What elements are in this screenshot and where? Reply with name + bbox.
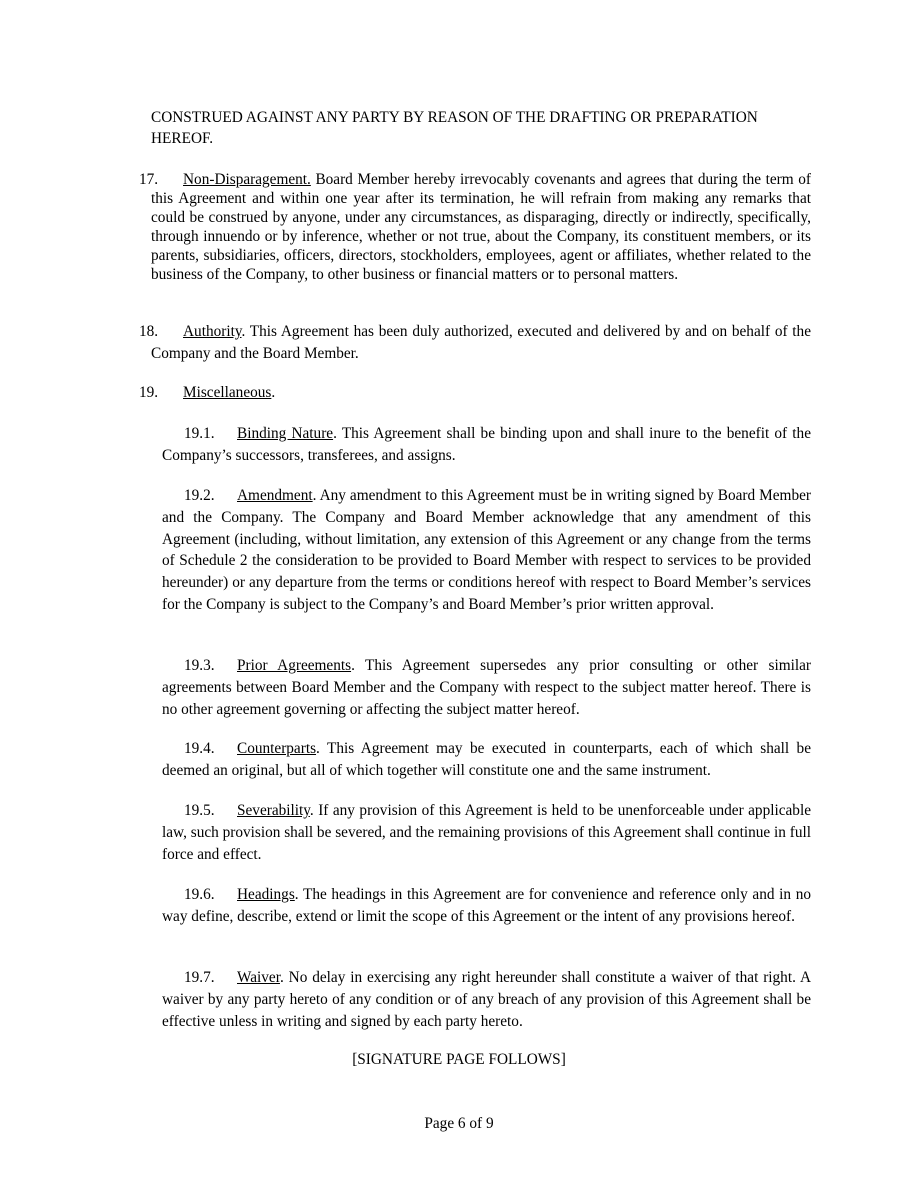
section-text: . No delay in exercising any right hereunder shall constitute a waiver of that right. A waiver by any party hereto of any condition or of any breach of any provision of this Agreement shall be effective unless in writing and signed by each party hereto.	[162, 969, 811, 1030]
section-17-non-disparagement	[139, 170, 811, 284]
section-19-6-headings	[162, 884, 811, 928]
section-heading: Waiver	[237, 969, 280, 986]
section-number: 17.	[139, 171, 159, 188]
section-text: . The headings in this Agreement are for convenience and reference only and in no way define, describe, extend or limit the scope of this Agreement or the intent of any provisions hereof.	[162, 886, 811, 925]
section-19-7-waiver	[162, 967, 811, 1032]
section-text: . This Agreement has been duly authorized, executed and delivered by and on behalf of the Company and the Board Member.	[151, 323, 811, 362]
section-19-4-counterparts	[162, 738, 811, 782]
section-19-3-prior-agreements	[162, 655, 811, 720]
section-number: 19.5.	[184, 802, 215, 819]
section-19-5-severability	[162, 800, 811, 865]
signature-page-notice: [SIGNATURE PAGE FOLLOWS]	[352, 1051, 566, 1068]
section-heading: Binding Nature	[237, 425, 334, 442]
section-heading: Amendment	[237, 487, 313, 504]
section-19-miscellaneous	[139, 383, 811, 402]
section-number: 19.3.	[184, 657, 215, 674]
section-19-1-binding-nature	[162, 423, 811, 467]
section-text: Board Member hereby irrevocably covenants and agrees that during the term of this Agreement and within one year after its termination, he will refrain from making any remarks that could be construed by anyone, under any circumstances, as disparaging, directly or indirectly, specifically, through innuendo or by inference, whether or not true, about the Company, its constituent members, or its parents, subsidiaries, officers, directors, stockholders, employees, agent or affiliates, whether related to the business of the Company, to other business or financial matters or to personal matters.	[151, 171, 811, 283]
section-number: 19.2.	[184, 487, 215, 504]
section-number: 19.4.	[184, 740, 215, 757]
page-number-footer: Page 6 of 9	[424, 1115, 494, 1132]
section-text: . This Agreement supersedes any prior consulting or other similar agreements between Board Member and the Company with respect to the subject matter hereof. There is no other agreement governing or affecting the subject matter hereof.	[162, 657, 811, 718]
section-heading: Headings	[237, 886, 295, 903]
section-text: .	[271, 384, 276, 401]
section-heading: Counterparts	[237, 740, 317, 757]
section-text: . This Agreement shall be binding upon and shall inure to the benefit of the Company’s successors, transferees, and assigns.	[162, 425, 811, 464]
section-number: 19.1.	[184, 425, 215, 442]
section-number: 19.7.	[184, 969, 215, 986]
section-heading: Severability	[237, 802, 310, 819]
section-heading: Prior Agreements	[237, 657, 352, 674]
section-number: 19.	[139, 384, 159, 401]
continuation-text: CONSTRUED AGAINST ANY PARTY BY REASON OF THE DRAFTING OR PREPARATION HEREOF.	[151, 109, 758, 147]
section-heading: Miscellaneous	[183, 384, 272, 401]
section-heading: Non-Disparagement.	[183, 171, 311, 188]
section-number: 18.	[139, 323, 159, 340]
section-text: . This Agreement may be executed in counterparts, each of which shall be deemed an original, but all of which together will constitute one and the same instrument.	[162, 740, 811, 779]
section-19-2-amendment	[162, 485, 811, 616]
section-text: . Any amendment to this Agreement must be in writing signed by Board Member and the Company. The Company and Board Member acknowledge that any amendment of this Agreement (including, without limitation, any extension of this Agreement or any change from the terms of Schedule 2 the consideration to be provided to Board Member with respect to services to be provided hereunder) or any departure from the terms or conditions hereof with respect to Board Member’s services for the Company is subject to the Company’s and Board Member’s prior written approval.	[162, 487, 811, 613]
section-18-authority	[139, 321, 811, 365]
section-heading: Authority	[183, 323, 242, 340]
section-text: . If any provision of this Agreement is held to be unenforceable under applicable law, such provision shall be severed, and the remaining provisions of this Agreement shall continue in full force and effect.	[162, 802, 811, 863]
section-number: 19.6.	[184, 886, 215, 903]
